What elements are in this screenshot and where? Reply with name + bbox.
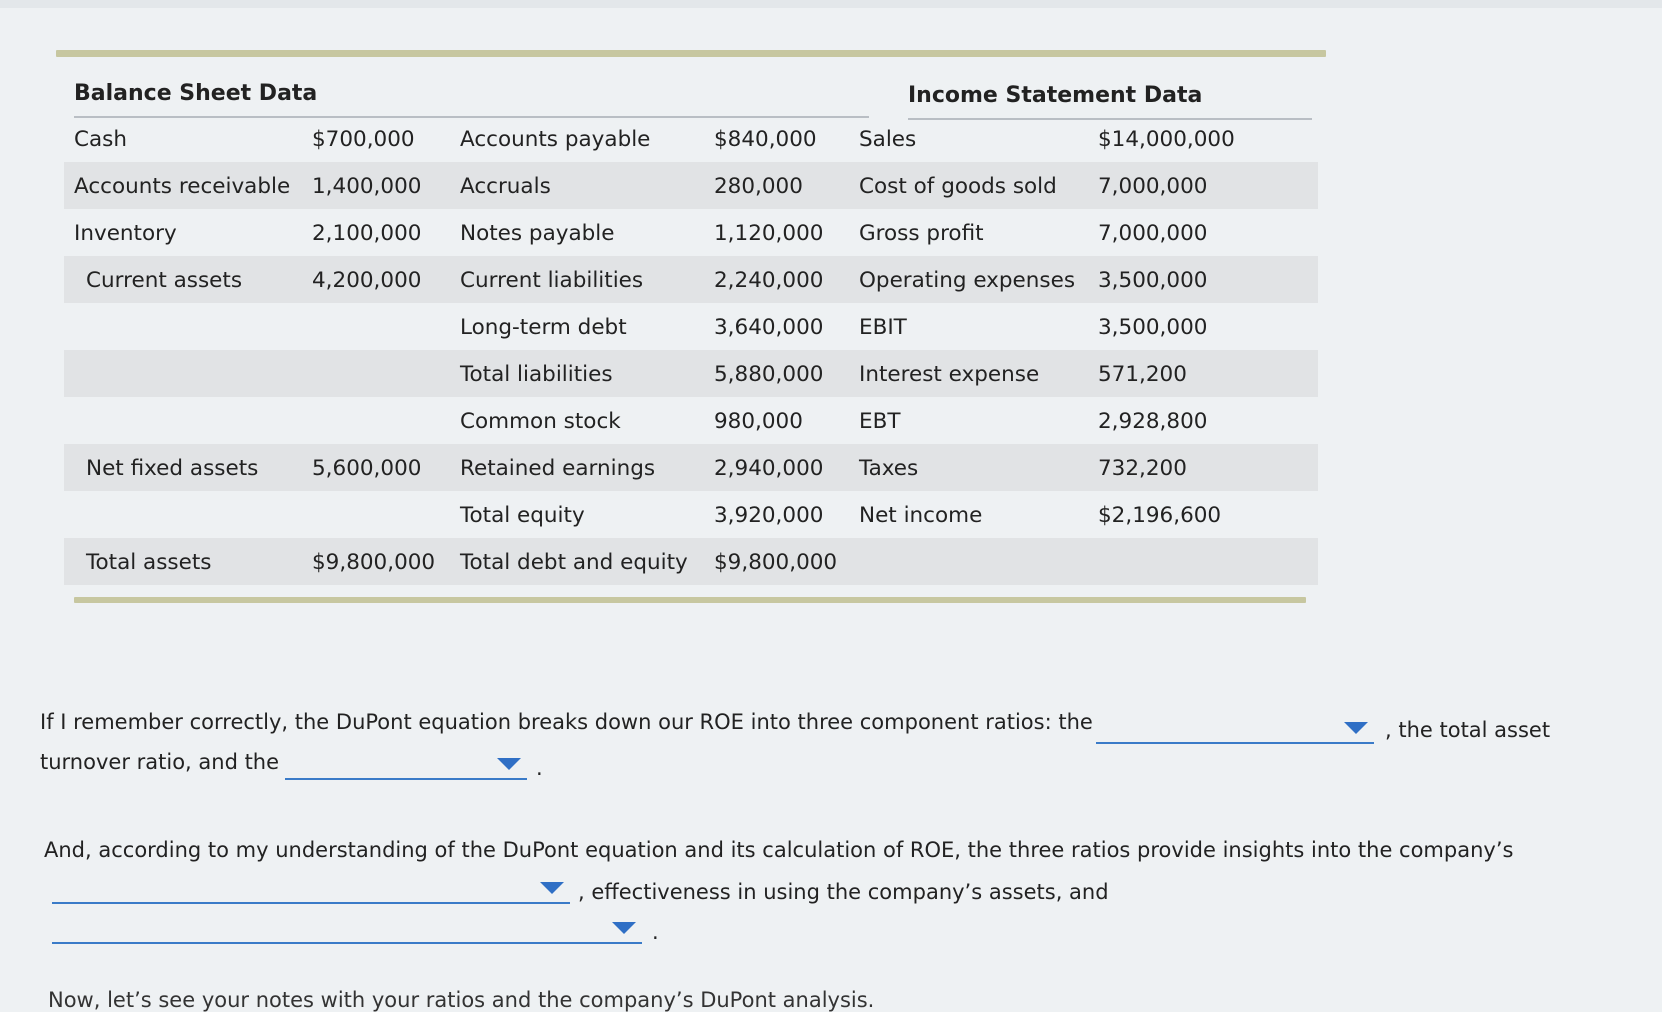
table-row bbox=[64, 444, 1318, 491]
liability-value: 5,880,000 bbox=[714, 362, 824, 387]
liability-value: $9,800,000 bbox=[714, 550, 838, 575]
financial-data-table bbox=[56, 50, 1326, 603]
para1-text-d: . bbox=[536, 756, 543, 780]
liability-label: Total equity bbox=[460, 503, 585, 528]
para1-text-a: If I remember correctly, the DuPont equation breaks down our ROE into three component ratios: the bbox=[40, 710, 1093, 734]
top-rule bbox=[56, 50, 1326, 57]
asset-value: $9,800,000 bbox=[312, 550, 436, 575]
table-headers bbox=[56, 57, 1326, 115]
chevron-down-icon bbox=[540, 882, 564, 894]
table-row bbox=[64, 397, 1318, 444]
income-value: 732,200 bbox=[1098, 456, 1187, 481]
income-label: Taxes bbox=[859, 456, 919, 481]
income-label: EBIT bbox=[859, 315, 907, 340]
liability-value: 980,000 bbox=[714, 409, 803, 434]
asset-label: Net fixed assets bbox=[86, 456, 259, 481]
asset-value: 1,400,000 bbox=[312, 174, 422, 199]
asset-label: Current assets bbox=[86, 268, 243, 293]
liability-value: 1,120,000 bbox=[714, 221, 824, 246]
income-value: 7,000,000 bbox=[1098, 174, 1208, 199]
table-row bbox=[64, 162, 1318, 209]
liability-value: 2,940,000 bbox=[714, 456, 824, 481]
table-row bbox=[64, 303, 1318, 350]
insight-3-dropdown[interactable] bbox=[52, 912, 642, 944]
dupont-ratio-1-dropdown[interactable] bbox=[1096, 712, 1374, 744]
asset-value: 5,600,000 bbox=[312, 456, 422, 481]
asset-value: 2,100,000 bbox=[312, 221, 422, 246]
asset-value: 4,200,000 bbox=[312, 268, 422, 293]
chevron-down-icon bbox=[497, 758, 521, 770]
income-label: Interest expense bbox=[859, 362, 1040, 387]
liability-label: Total debt and equity bbox=[460, 550, 688, 575]
para1-period bbox=[536, 750, 543, 786]
income-label: Gross profit bbox=[859, 221, 984, 246]
income-label: Sales bbox=[859, 127, 917, 152]
table-row bbox=[64, 256, 1318, 303]
para1-text-b: , the total asset bbox=[1385, 718, 1551, 742]
table-row bbox=[64, 350, 1318, 397]
asset-label: Accounts receivable bbox=[74, 174, 291, 199]
income-statement-title: Income Statement Data bbox=[908, 83, 1312, 120]
liability-value: 3,920,000 bbox=[714, 503, 824, 528]
asset-label: Total assets bbox=[86, 550, 212, 575]
liability-label: Current liabilities bbox=[460, 268, 644, 293]
asset-value: $700,000 bbox=[312, 127, 415, 152]
chevron-down-icon bbox=[612, 922, 636, 934]
para2-line2 bbox=[578, 874, 1109, 910]
balance-sheet-title: Balance Sheet Data bbox=[74, 81, 869, 118]
liability-label: Accounts payable bbox=[460, 127, 651, 152]
liability-label: Long-term debt bbox=[460, 315, 627, 340]
liability-label: Common stock bbox=[460, 409, 621, 434]
income-value: $14,000,000 bbox=[1098, 127, 1235, 152]
liability-label: Accruals bbox=[460, 174, 551, 199]
income-label: Cost of goods sold bbox=[859, 174, 1057, 199]
income-value: 3,500,000 bbox=[1098, 315, 1208, 340]
liability-value: $840,000 bbox=[714, 127, 817, 152]
para1-line1 bbox=[40, 704, 1093, 740]
asset-label: Cash bbox=[74, 127, 128, 152]
liability-label: Total liabilities bbox=[460, 362, 613, 387]
para2-text-c: . bbox=[652, 920, 659, 944]
liability-value: 2,240,000 bbox=[714, 268, 824, 293]
income-value: 7,000,000 bbox=[1098, 221, 1208, 246]
income-label: EBT bbox=[859, 409, 901, 434]
para1-line2 bbox=[40, 744, 279, 780]
liability-label: Retained earnings bbox=[460, 456, 656, 481]
liability-value: 280,000 bbox=[714, 174, 803, 199]
para2-line1 bbox=[44, 832, 1513, 868]
asset-label: Inventory bbox=[74, 221, 177, 246]
income-value: 571,200 bbox=[1098, 362, 1187, 387]
table-row bbox=[64, 538, 1318, 585]
income-value: 2,928,800 bbox=[1098, 409, 1208, 434]
liability-label: Notes payable bbox=[460, 221, 615, 246]
chevron-down-icon bbox=[1344, 722, 1368, 734]
bottom-rule bbox=[74, 597, 1306, 603]
table-rows bbox=[64, 115, 1318, 585]
table-row bbox=[64, 491, 1318, 538]
insight-1-dropdown[interactable] bbox=[52, 872, 570, 904]
para2-text-b: , effectiveness in using the company’s assets, and bbox=[578, 880, 1109, 904]
para2-period bbox=[652, 914, 659, 950]
para1-line1-end bbox=[1385, 712, 1550, 748]
income-label: Operating expenses bbox=[859, 268, 1076, 293]
para1-text-c: turnover ratio, and the bbox=[40, 750, 280, 774]
income-label: Net income bbox=[859, 503, 983, 528]
table-row bbox=[64, 209, 1318, 256]
liability-value: 3,640,000 bbox=[714, 315, 824, 340]
top-edge bbox=[0, 0, 1662, 8]
income-value: 3,500,000 bbox=[1098, 268, 1208, 293]
para2-text-a: And, according to my understanding of the DuPont equation and its calculation of ROE, the three ratios provide insights into the company’s bbox=[44, 838, 1514, 862]
income-value: $2,196,600 bbox=[1098, 503, 1222, 528]
next-instruction-text: Now, let’s see your notes with your ratios and the company’s DuPont analysis. bbox=[48, 988, 875, 1012]
table-row bbox=[64, 115, 1318, 162]
dupont-ratio-3-dropdown[interactable] bbox=[285, 748, 527, 780]
